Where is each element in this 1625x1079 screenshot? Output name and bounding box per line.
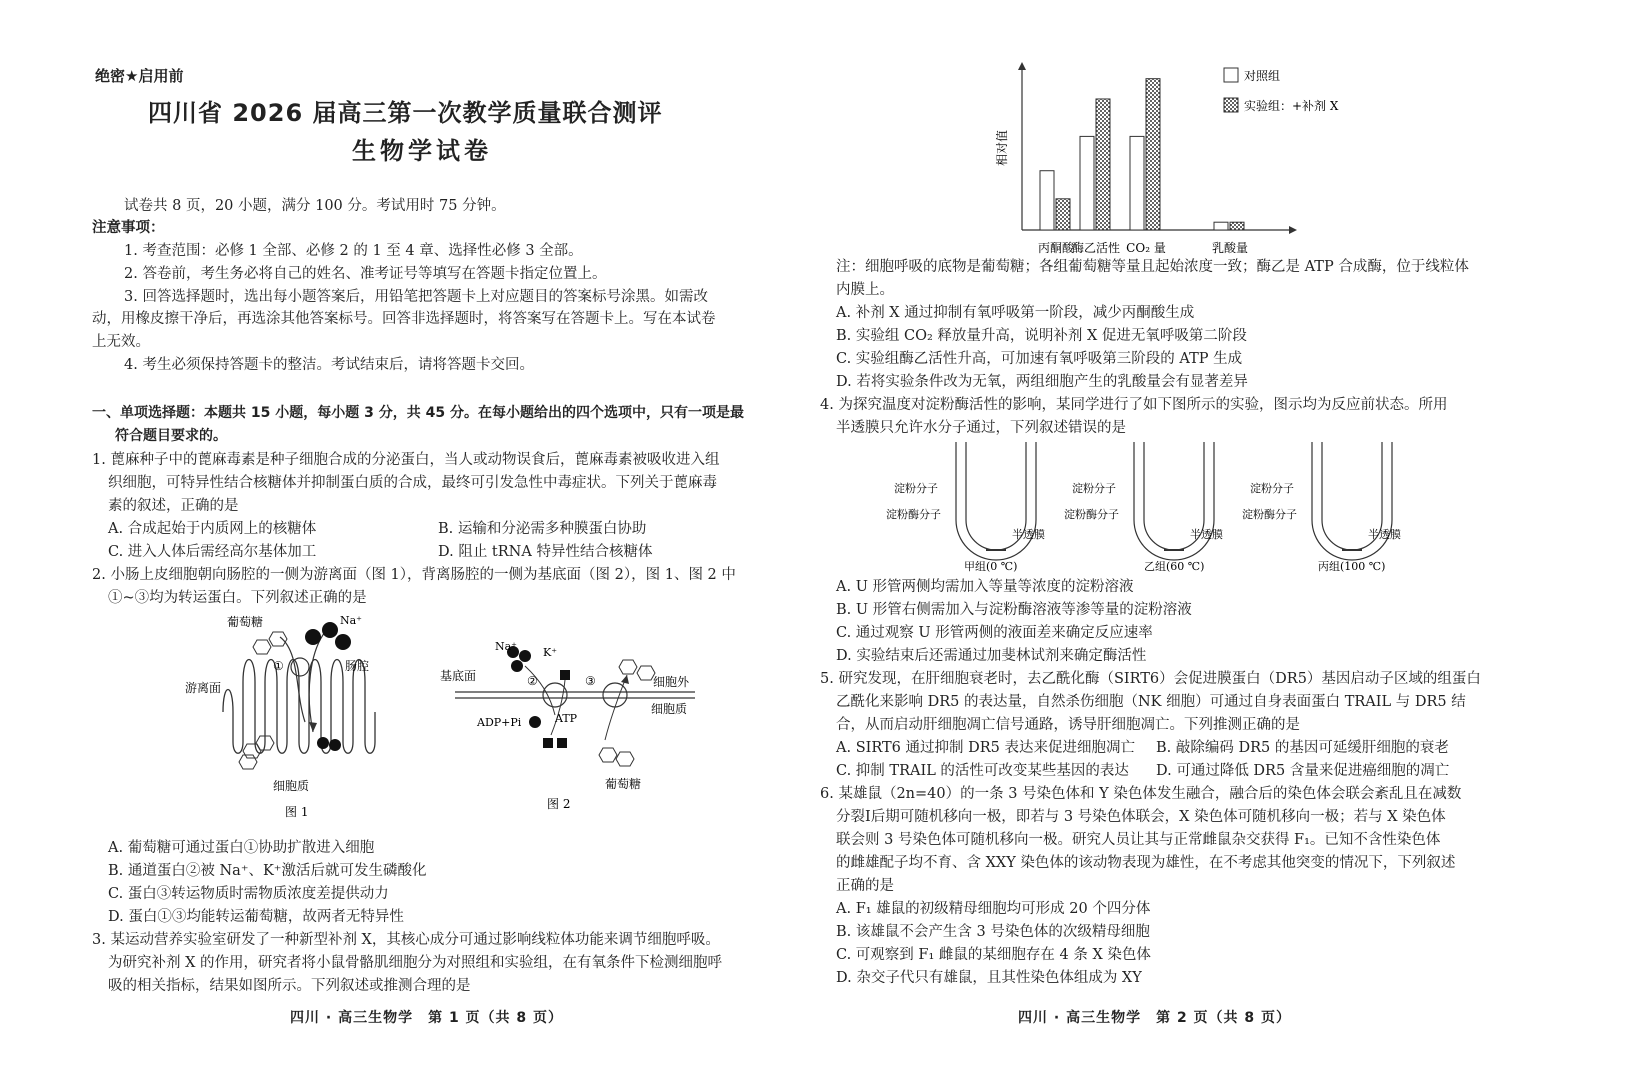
na-ion bbox=[322, 622, 338, 638]
q5-stem-2: 乙酰化来影响 DR5 的表达量，自然杀伤细胞（NK 细胞）可通过自身表面蛋白 TRAIL 与 DR5 结 bbox=[836, 694, 1466, 710]
legend-experimental-label: 实验组：+补剂 X bbox=[1244, 99, 1339, 113]
u-tube-group-b bbox=[1064, 442, 1223, 573]
notice-3-end: 上无效。 bbox=[92, 334, 150, 350]
q3-option-a: A. 补剂 X 通过抑制有氧呼吸第一阶段，减少丙酮酸生成 bbox=[836, 305, 1195, 321]
fig2-protein-2: ② bbox=[527, 674, 538, 688]
fig2-glucose-label: 葡萄糖 bbox=[605, 777, 642, 791]
na-ion bbox=[529, 716, 541, 728]
fig2-atp-label: ATP bbox=[555, 712, 578, 725]
y-axis-label: 相对值 bbox=[995, 129, 1009, 167]
q1-stem-2: 织细胞，可特异性结合核糖体并抑制蛋白质的合成，最终可引发急性中毒症状。下列关于蓖麻毒 bbox=[108, 475, 717, 491]
bar-experimental-3 bbox=[1230, 222, 1244, 230]
exam-subtitle: 生物学试卷 bbox=[352, 137, 492, 165]
na-ion bbox=[511, 660, 523, 672]
q6-stem-4: 的雌雄配子均不育、含 XXY 染色体的该动物表现为雄性，在不考虑其他突变的情况下，下列叙述 bbox=[836, 855, 1456, 871]
q5-option-c: C. 抑制 TRAIL 的活性可改变某些基因的表达 bbox=[836, 763, 1129, 779]
starch-label: 淀粉分子 bbox=[894, 482, 938, 495]
q1-option-d: D. 阻止 tRNA 特异性结合核糖体 bbox=[438, 544, 653, 560]
glucose-hex bbox=[599, 748, 617, 762]
q2-stem-1: 2. 小肠上皮细胞朝向肠腔的一侧为游离面（图 1），背离肠腔的一侧为基底面（图 2），图 1、图 2 中 bbox=[92, 567, 736, 583]
fig2-na-label: Na⁺ bbox=[495, 640, 517, 653]
fig1-na-label: Na⁺ bbox=[340, 614, 362, 627]
na-ion bbox=[335, 634, 351, 650]
exam-page-2 bbox=[812, 0, 1625, 1079]
page-2-footer: 四川 · 高三生物学 第 2 页（共 8 页） bbox=[1018, 1010, 1292, 1026]
x-tick-label: 丙酮酸 bbox=[1037, 241, 1075, 255]
q4-option-d: D. 实验结束后还需通过加斐林试剂来确定酶活性 bbox=[836, 648, 1147, 664]
q2-option-d: D. 蛋白①③均能转运葡萄糖，故两者无特异性 bbox=[108, 909, 404, 925]
q1-stem-3: 素的叙述，正确的是 bbox=[108, 498, 239, 514]
q4-option-a: A. U 形管两侧均需加入等量等浓度的淀粉溶液 bbox=[836, 579, 1134, 595]
glucose-hex bbox=[619, 660, 637, 674]
notice-3-cont: 动，用橡皮擦干净后，再选涂其他答案标号。回答非选择题时，将答案写在答题卡上。写在本试卷 bbox=[92, 311, 716, 327]
glucose-hex bbox=[616, 752, 634, 766]
q4-option-c: C. 通过观察 U 形管两侧的液面差来确定反应速率 bbox=[836, 625, 1153, 641]
fig2-k-label: K⁺ bbox=[543, 646, 558, 659]
q5-option-d: D. 可通过降低 DR5 含量来促进癌细胞的凋亡 bbox=[1156, 763, 1450, 779]
secret-label: 绝密★启用前 bbox=[95, 67, 184, 85]
group-c-label: 丙组(100 ℃) bbox=[1318, 560, 1386, 573]
q1-option-a: A. 合成起始于内质网上的核糖体 bbox=[108, 521, 317, 537]
q5-stem-1: 5. 研究发现，在肝细胞衰老时，去乙酰化酶（SIRT6）会促进膜蛋白（DR5）基因启动子区域的组蛋白 bbox=[820, 671, 1481, 687]
na-ion bbox=[329, 739, 341, 751]
section-heading-cont: 符合题目要求的。 bbox=[115, 428, 227, 444]
transport-arrow-2 bbox=[309, 632, 325, 732]
u-tube-group-a bbox=[886, 442, 1045, 573]
bar-control-3 bbox=[1214, 222, 1228, 230]
bar-experimental-0 bbox=[1056, 199, 1070, 230]
x-tick-label: 乳酸量 bbox=[1211, 241, 1249, 255]
membrane-label: 半透膜 bbox=[1012, 528, 1045, 541]
transport-arrow bbox=[280, 637, 305, 722]
fig1-protein-1: ① bbox=[273, 659, 284, 673]
fig2-adp-label: ADP+Pi bbox=[477, 716, 522, 729]
bar-control-0 bbox=[1040, 171, 1054, 230]
x-tick-label: CO₂ 量 bbox=[1126, 241, 1166, 255]
page-1-footer: 四川 · 高三生物学 第 1 页（共 8 页） bbox=[290, 1010, 564, 1026]
q5-option-a: A. SIRT6 通过抑制 DR5 表达来促进细胞凋亡 bbox=[836, 740, 1136, 756]
na-ion bbox=[317, 737, 329, 749]
u-tube-figure bbox=[886, 440, 1424, 575]
membrane-label: 半透膜 bbox=[1368, 528, 1401, 541]
q4-stem-2: 半透膜只允许水分子通过，下列叙述错误的是 bbox=[836, 420, 1126, 436]
legend-control-swatch bbox=[1224, 68, 1238, 82]
group-a-label: 甲组(0 ℃) bbox=[964, 560, 1018, 573]
notice-2: 2. 答卷前，考生务必将自己的姓名、准考证号等填写在答题卡指定位置上。 bbox=[124, 266, 607, 282]
na-ion bbox=[305, 629, 321, 645]
fig2-cytoplasm-label: 细胞质 bbox=[651, 702, 688, 716]
figure-1-diagram bbox=[185, 612, 415, 822]
q2-option-a: A. 葡萄糖可通过蛋白①协助扩散进入细胞 bbox=[108, 840, 375, 856]
notice-4: 4. 考生必须保持答题卡的整洁。考试结束后，请将答题卡交回。 bbox=[124, 357, 534, 373]
legend-control-label: 对照组 bbox=[1244, 69, 1281, 83]
fig2-outside-label: 细胞外 bbox=[653, 675, 690, 689]
q1-stem-1: 1. 蓖麻种子中的蓖麻毒素是种子细胞合成的分泌蛋白，当人或动物误食后，蓖麻毒素被吸收进入组 bbox=[92, 452, 720, 468]
bar-experimental-2 bbox=[1146, 79, 1160, 230]
u-tube-group-c bbox=[1242, 442, 1401, 573]
bar-experimental-1 bbox=[1096, 99, 1110, 230]
fig1-lumen-label: 肠腔 bbox=[345, 659, 370, 673]
notice-heading: 注意事项： bbox=[92, 220, 165, 236]
respiration-bar-chart bbox=[992, 58, 1372, 268]
protein-2-circle bbox=[543, 683, 567, 707]
bar-control-2 bbox=[1130, 136, 1144, 230]
exam-page-1 bbox=[0, 0, 800, 1079]
amylase-label: 淀粉酶分子 bbox=[886, 508, 941, 521]
q3-option-d: D. 若将实验条件改为无氧，两组细胞产生的乳酸量会有显著差异 bbox=[836, 374, 1248, 390]
arrow-head bbox=[309, 722, 317, 732]
amylase-label: 淀粉酶分子 bbox=[1242, 508, 1297, 521]
fig2-protein-3: ③ bbox=[585, 674, 596, 688]
q5-option-b: B. 敲除编码 DR5 的基因可延缓肝细胞的衰老 bbox=[1156, 740, 1449, 756]
legend-experimental-swatch bbox=[1224, 98, 1238, 112]
notice-3: 3. 回答选择题时，选出每小题答案后，用铅笔把答题卡上对应题目的答案标号涂黑。如需改 bbox=[124, 289, 708, 305]
starch-label: 淀粉分子 bbox=[1072, 482, 1116, 495]
section-heading: 一、单项选择题：本题共 15 小题，每小题 3 分，共 45 分。在每小题给出的四个选项中，只有一项是最 bbox=[92, 405, 744, 421]
fig1-glucose-label: 葡萄糖 bbox=[227, 615, 264, 629]
glucose-hex bbox=[239, 755, 257, 769]
k-ion bbox=[543, 738, 553, 748]
q6-stem-2: 分裂Ⅰ后期可随机移向一极，即若与 3 号染色体联会，X 染色体可随机移向一极；若与 X 染色体 bbox=[836, 809, 1446, 825]
q1-option-c: C. 进入人体后需经高尔基体加工 bbox=[108, 544, 317, 560]
fig2-basal-label: 基底面 bbox=[440, 669, 477, 683]
fig1-free-surface-label: 游离面 bbox=[185, 681, 222, 695]
fig1-caption: 图 1 bbox=[285, 805, 309, 819]
q2-stem-2: ①~③均为转运蛋白。下列叙述正确的是 bbox=[108, 590, 367, 606]
group-b-label: 乙组(60 ℃) bbox=[1144, 560, 1205, 573]
k-ion bbox=[560, 670, 570, 680]
q3-option-c: C. 实验组酶乙活性升高，可加速有氧呼吸第三阶段的 ATP 生成 bbox=[836, 351, 1243, 367]
glucose-hex bbox=[269, 632, 287, 646]
bar-control-1 bbox=[1080, 136, 1094, 230]
q3-stem-1: 3. 某运动营养实验室研发了一种新型补剂 X，其核心成分可通过影响线粒体功能来调节细胞呼吸。 bbox=[92, 932, 720, 948]
q6-option-d: D. 杂交子代只有雄鼠，且其性染色体组成为 XY bbox=[836, 970, 1142, 986]
u-tube bbox=[1134, 442, 1214, 560]
q6-option-a: A. F₁ 雄鼠的初级精母细胞均可形成 20 个四分体 bbox=[836, 901, 1151, 917]
q4-stem-1: 4. 为探究温度对淀粉酶活性的影响，某同学进行了如下图所示的实验，图示均为反应前状态。所用 bbox=[820, 397, 1448, 413]
q1-option-b: B. 运输和分泌需多种膜蛋白协助 bbox=[438, 521, 647, 537]
q3-note-1: 注：细胞呼吸的底物是葡萄糖；各组葡萄糖等量且起始浓度一致；酶乙是 ATP 合成酶，位于线粒体 bbox=[836, 259, 1469, 275]
q3-stem-2: 为研究补剂 X 的作用，研究者将小鼠骨骼肌细胞分为对照组和实验组，在有氧条件下检测细胞呼 bbox=[108, 955, 723, 971]
membrane-label: 半透膜 bbox=[1190, 528, 1223, 541]
amylase-label: 淀粉酶分子 bbox=[1064, 508, 1119, 521]
u-tube bbox=[1312, 442, 1392, 560]
q6-stem-3: 联会则 3 号染色体可随机移向一极。研究人员让其与正常雌鼠杂交获得 F₁。已知不含性染色体 bbox=[836, 832, 1441, 848]
figure-2-diagram bbox=[440, 640, 700, 825]
q6-stem-5: 正确的是 bbox=[836, 878, 894, 894]
fig2-caption: 图 2 bbox=[547, 797, 571, 811]
exam-info: 试卷共 8 页，20 小题，满分 100 分。考试用时 75 分钟。 bbox=[124, 198, 506, 214]
exam-title: 四川省 2026 届高三第一次教学质量联合测评 bbox=[148, 99, 663, 127]
notice-1: 1. 考查范围：必修 1 全部、必修 2 的 1 至 4 章、选择性必修 3 全部。 bbox=[124, 243, 583, 259]
x-axis-arrow bbox=[1289, 226, 1297, 234]
microvilli-membrane bbox=[223, 660, 375, 754]
q6-option-c: C. 可观察到 F₁ 雌鼠的某细胞存在 4 条 X 染色体 bbox=[836, 947, 1151, 963]
q3-option-b: B. 实验组 CO₂ 释放量升高，说明补剂 X 促进无氧呼吸第二阶段 bbox=[836, 328, 1247, 344]
x-tick-label: 酶乙活性 bbox=[1071, 241, 1121, 255]
fig1-cytoplasm-label: 细胞质 bbox=[273, 779, 310, 793]
q2-option-b: B. 通道蛋白②被 Na⁺、K⁺激活后就可发生磷酸化 bbox=[108, 863, 427, 879]
q3-note-2: 内膜上。 bbox=[836, 282, 894, 298]
glucose-hex bbox=[253, 640, 271, 654]
q5-stem-3: 合，从而启动肝细胞凋亡信号通路，诱导肝细胞凋亡。下列推测正确的是 bbox=[836, 717, 1300, 733]
q4-option-b: B. U 形管右侧需加入与淀粉酶溶液等渗等量的淀粉溶液 bbox=[836, 602, 1192, 618]
q6-option-b: B. 该雄鼠不会产生含 3 号染色体的次级精母细胞 bbox=[836, 924, 1150, 940]
protein-3-circle bbox=[603, 683, 627, 707]
q2-option-c: C. 蛋白③转运物质时需物质浓度差提供动力 bbox=[108, 886, 389, 902]
y-axis-arrow bbox=[1018, 62, 1026, 70]
arrow-head bbox=[621, 675, 629, 684]
k-ion bbox=[557, 738, 567, 748]
q6-stem-1: 6. 某雄鼠（2n=40）的一条 3 号染色体和 Y 染色体发生融合，融合后的染色体会联会紊乱且在减数 bbox=[820, 786, 1462, 802]
u-tube bbox=[956, 442, 1036, 560]
q3-stem-3: 吸的相关指标，结果如图所示。下列叙述或推测合理的是 bbox=[108, 978, 471, 994]
na-ion bbox=[519, 650, 531, 662]
starch-label: 淀粉分子 bbox=[1250, 482, 1294, 495]
